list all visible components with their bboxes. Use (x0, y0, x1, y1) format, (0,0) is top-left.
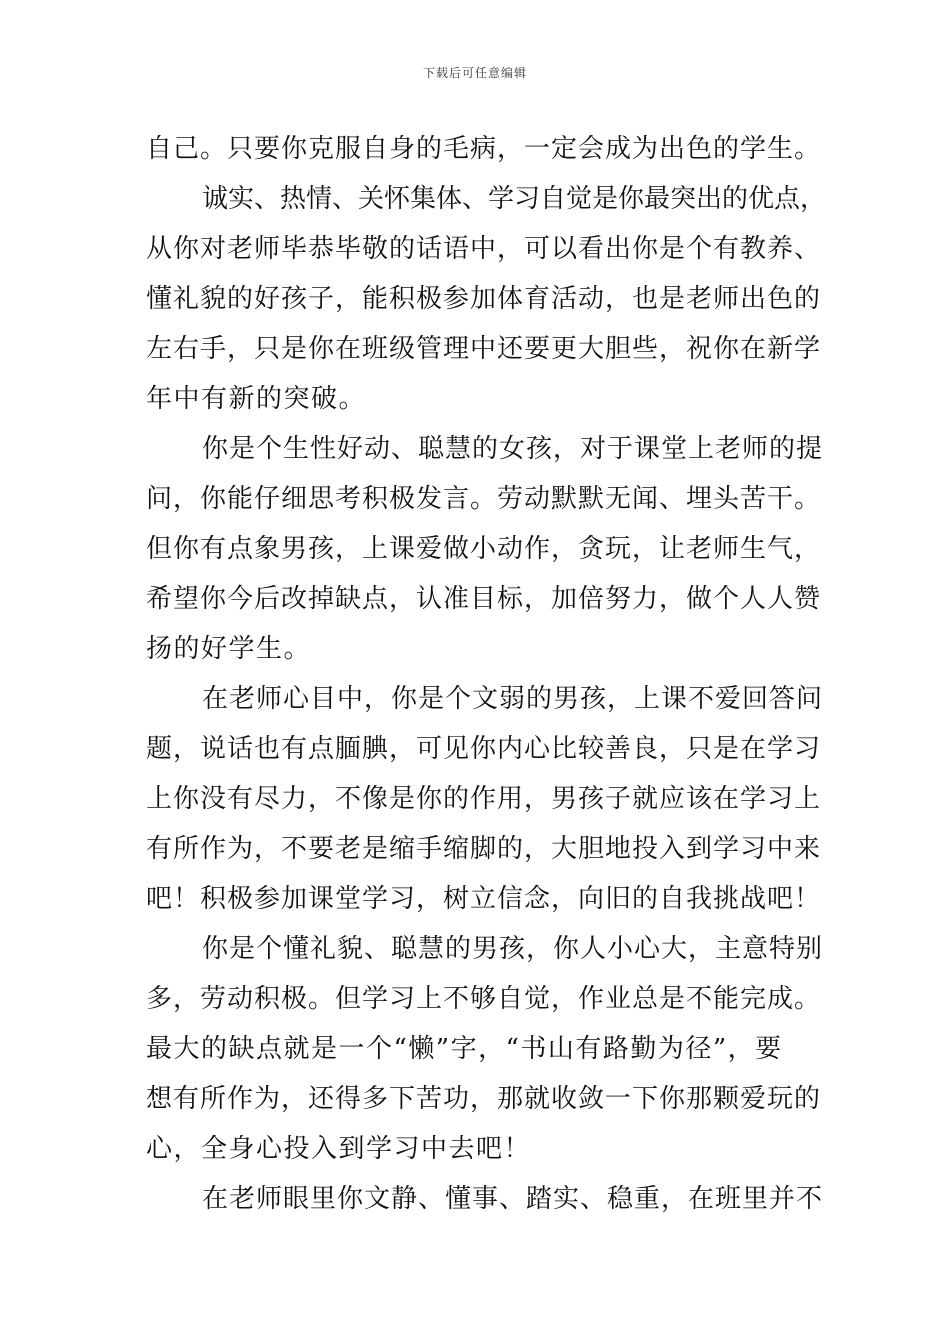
text-line: 从你对老师毕恭毕敬的话语中，可以看出你是个有教养、 (146, 234, 822, 264)
text-line: 扬的好学生。 (146, 634, 312, 664)
page-header: 下载后可任意编辑 (422, 66, 527, 80)
text-line: 年中有新的突破。 (146, 384, 367, 414)
text-line: 题，说话也有点腼腆，可见你内心比较善良，只是在学习 (146, 734, 822, 764)
text-line: 但你有点象男孩，上课爱做小动作，贪玩，让老师生气， (146, 534, 822, 564)
document-body (146, 124, 826, 1224)
text-line: 想有所作为，还得多下苦功，那就收敛一下你那颗爱玩的 (146, 1084, 822, 1114)
text-line: 在老师心目中，你是个文弱的男孩，上课不爱回答问 (202, 684, 824, 714)
text-line: 问，你能仔细思考积极发言。劳动默默无闻、埋头苦干。 (146, 484, 822, 514)
text-line: 左右手，只是你在班级管理中还要更大胆些，祝你在新学 (146, 334, 822, 364)
text-line: 上你没有尽力，不像是你的作用，男孩子就应该在学习上 (146, 784, 822, 814)
text-line: 在老师眼里你文静、懂事、踏实、稳重，在班里并不 (202, 1184, 824, 1214)
text-line: 你是个生性好动、聪慧的女孩，对于课堂上老师的提 (202, 434, 824, 464)
text-line: 希望你今后改掉缺点，认准目标，加倍努力，做个人人赞 (146, 584, 822, 614)
text-line: 诚实、热情、关怀集体、学习自觉是你最突出的优点， (202, 184, 827, 214)
text-line: 心，全身心投入到学习中去吧！ (146, 1134, 532, 1164)
text-line: 最大的缺点就是一个“懒”字，“书山有路勤为径”，要 (146, 1034, 783, 1064)
text-line: 多，劳动积极。但学习上不够自觉，作业总是不能完成。 (146, 984, 822, 1014)
text-line: 有所作为，不要老是缩手缩脚的，大胆地投入到学习中来 (146, 834, 822, 864)
text-line: 吧！积极参加课堂学习，树立信念，向旧的自我挑战吧！ (146, 884, 822, 914)
text-line: 懂礼貌的好孩子，能积极参加体育活动，也是老师出色的 (146, 284, 822, 314)
text-line: 你是个懂礼貌、聪慧的男孩，你人小心大，主意特别 (202, 934, 824, 964)
text-line: 自己。只要你克服自身的毛病，一定会成为出色的学生。 (146, 134, 822, 164)
